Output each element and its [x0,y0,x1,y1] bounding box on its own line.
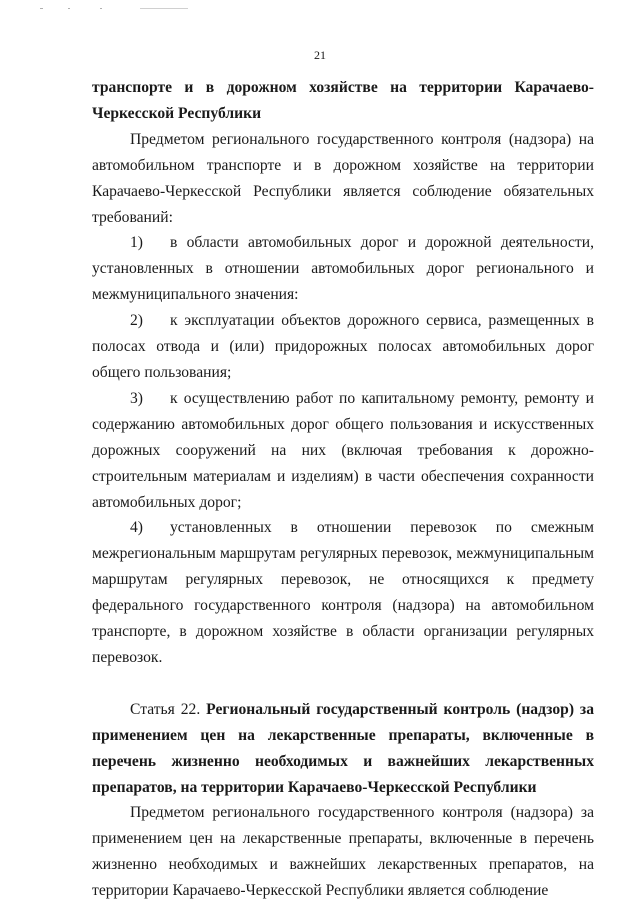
scan-artifact-marks [40,6,200,12]
requirement-item-3 [92,386,594,516]
article-title: Региональный государственный контроль (надзор) за применением цен на лекарственные препараты, включенные в перечень жизненно необходимых и важнейших лекарственных препаратов, на территории Карачаево-Черкесской Республики [92,700,594,796]
requirement-item-1 [92,230,594,308]
article-heading [92,697,594,801]
page-number: 21 [314,48,326,62]
article-label: Статья 22. [130,700,201,718]
requirement-number: 4) [130,519,143,537]
requirement-item-4 [92,515,594,670]
intro-paragraph: Предметом регионального государственного контроля (надзора) на автомобильном транспорте и в дорожном хозяйстве на территории Карачаево-Черкесской Республики является соблюдение обязательных требований: [92,130,594,226]
requirement-text: к эксплуатации объектов дорожного сервиса, размещенных в полосах отвода и (или) придорожных полосах автомобильных дорог общего пользования; [92,312,594,381]
requirement-text: установленных в отношении перевозок по смежным межрегиональным маршрутам регулярных перевозок, межмуниципальным маршрутам регулярных перевозок, не относящихся к предмету федерального государственного контроля (надзора) на автомобильном транспорте, в дорожном хозяйстве в области организации регулярных перевозок. [92,519,594,666]
article-paragraph: Предметом регионального государственного контроля (надзора) за применением цен на лекарственные препараты, включенные в перечень жизненно необходимых и важнейших лекарственных препаратов, на территории Карачаево-Черкесской Республики является соблюдение [92,804,594,900]
requirement-number: 3) [130,389,143,407]
section-heading-end: транспорте и в дорожном хозяйстве на территории Карачаево-Черкесской Республики [92,79,594,122]
requirement-item-2 [92,308,594,386]
requirement-text: в области автомобильных дорог и дорожной деятельности, установленных в отношении автомобильных дорог регионального и межмуниципального значения: [92,234,594,304]
document-body [92,75,594,904]
requirement-number: 1) [130,234,143,252]
requirement-number: 2) [130,312,143,330]
requirement-text: к осуществлению работ по капитальному ремонту, ремонту и содержанию автомобильных дорог общего пользования и искусственных дорожных сооружений на них (включая требования к дорожно-строительным материалам и изделиям) в части обеспечения сохранности автомобильных дорог; [92,389,594,511]
